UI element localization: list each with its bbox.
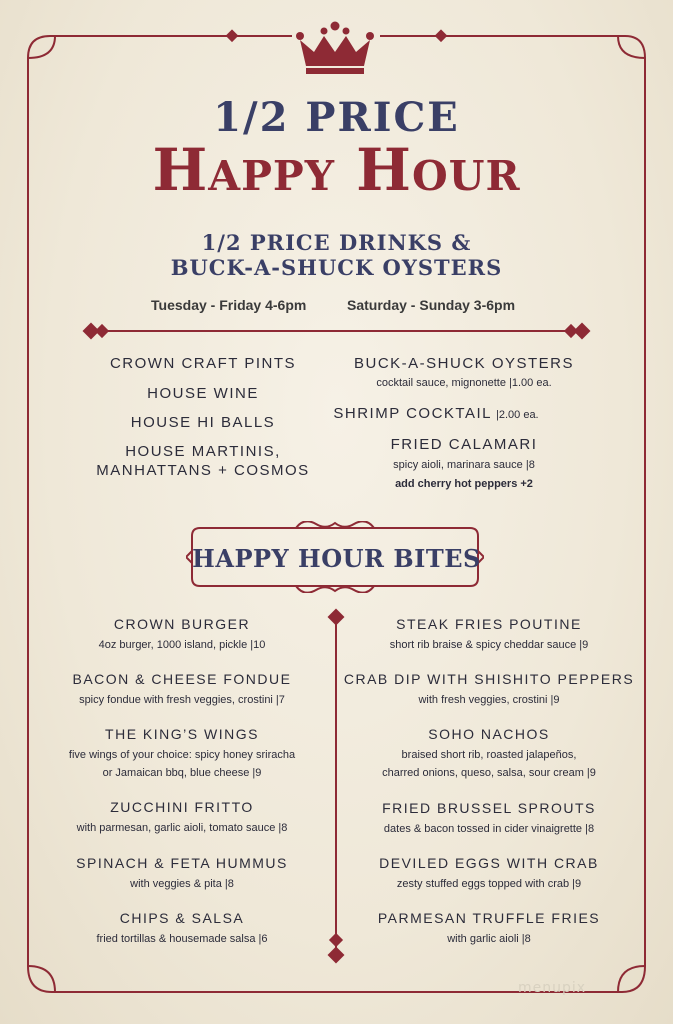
menu-item-name: BACON & CHEESE FONDUE bbox=[72, 671, 292, 687]
menu-item-name: PARMESAN TRUFFLE FRIES bbox=[377, 910, 601, 926]
menu-item-desc: dates & bacon tossed in cider vinaigrette |8 bbox=[383, 823, 595, 835]
menu-item-desc: with parmesan, garlic aioli, tomato sauce |8 bbox=[76, 822, 288, 834]
price-heading: 1/2 PRICE bbox=[213, 94, 460, 141]
menu-item-name: SPINACH & FETA HUMMUS bbox=[76, 855, 288, 871]
happy-hour-heading: Happy Hour bbox=[152, 136, 521, 204]
calamari-desc: spicy aioli, marinara sauce |8 bbox=[393, 459, 535, 471]
menu-item-desc: fried tortillas & housemade salsa |6 bbox=[96, 933, 268, 945]
menu-item-name: CRAB DIP WITH SHISHITO PEPPERS bbox=[343, 671, 635, 687]
menu-item-name: DEVILED EGGS WITH CRAB bbox=[379, 855, 599, 871]
menu-item-desc: short rib braise & spicy cheddar sauce |9 bbox=[389, 639, 589, 651]
menu-item-name: SOHO NACHOS bbox=[428, 726, 550, 742]
menu-item bbox=[334, 616, 644, 654]
drinks-subheading: 1/2 PRICE DRINKS & bbox=[201, 230, 472, 255]
drink-item: CROWN CRAFT PINTS bbox=[109, 355, 297, 372]
menu-item bbox=[27, 910, 337, 948]
menu-item bbox=[27, 799, 337, 837]
bites-heading: HAPPY HOUR BITES bbox=[192, 544, 481, 573]
drink-item: HOUSE WINE bbox=[147, 385, 259, 402]
menu-item-desc: zesty stuffed eggs topped with crab |9 bbox=[396, 878, 582, 890]
menu-item-desc: five wings of your choice: spicy honey sriracha bbox=[68, 749, 296, 761]
menu-item-desc: 4oz burger, 1000 island, pickle |10 bbox=[98, 639, 266, 651]
menu-item-desc: spicy fondue with fresh veggies, crostini |7 bbox=[79, 694, 285, 706]
menu-item-name: THE KING’S WINGS bbox=[105, 726, 259, 742]
drink-item: HOUSE MARTINIS, bbox=[125, 443, 281, 460]
menu-item bbox=[27, 671, 337, 709]
oysters-desc: cocktail sauce, mignonette |1.00 ea. bbox=[376, 377, 552, 389]
shrimp-price: |2.00 ea. bbox=[496, 409, 539, 421]
calamari-name: FRIED CALAMARI bbox=[390, 436, 538, 453]
menu-item-name: FRIED BRUSSEL SPROUTS bbox=[382, 800, 596, 816]
drink-item: MANHATTANS + COSMOS bbox=[96, 462, 310, 479]
menu-item bbox=[334, 671, 644, 709]
watermark: menupix bbox=[518, 980, 587, 996]
menu-item bbox=[334, 855, 644, 893]
menu-item-name: CROWN BURGER bbox=[113, 616, 251, 632]
menu-item-desc: charred onions, queso, salsa, sour cream |9 bbox=[382, 767, 596, 779]
menu-item-name: STEAK FRIES POUTINE bbox=[396, 616, 582, 632]
menu-item bbox=[334, 726, 644, 782]
menu-item-desc: with fresh veggies, crostini |9 bbox=[418, 694, 560, 706]
menu-item-desc: with garlic aioli |8 bbox=[447, 933, 531, 945]
crown-icon bbox=[292, 18, 378, 78]
shrimp-name: SHRIMP COCKTAIL bbox=[333, 405, 492, 422]
oysters-subheading: BUCK-A-SHUCK OYSTERS bbox=[170, 255, 503, 280]
menu-item bbox=[27, 616, 337, 654]
weekend-hours: Saturday - Sunday 3-6pm bbox=[347, 297, 516, 313]
weekday-hours: Tuesday - Friday 4-6pm bbox=[151, 297, 307, 313]
drink-item: HOUSE HI BALLS bbox=[130, 414, 276, 431]
menu-item bbox=[27, 855, 337, 893]
calamari-addon: add cherry hot peppers +2 bbox=[395, 478, 533, 490]
menu-item-name: ZUCCHINI FRITTO bbox=[110, 799, 254, 815]
menu-item bbox=[334, 800, 644, 838]
menu-item-desc: braised short rib, roasted jalapeños, bbox=[401, 749, 577, 761]
menu-item-name: CHIPS & SALSA bbox=[119, 910, 245, 926]
menu-item bbox=[27, 726, 337, 782]
menu-item-desc: or Jamaican bbq, blue cheese |9 bbox=[102, 767, 262, 779]
oysters-name: BUCK-A-SHUCK OYSTERS bbox=[353, 355, 575, 372]
menu-item-desc: with veggies & pita |8 bbox=[130, 878, 234, 890]
menu-item bbox=[334, 910, 644, 948]
